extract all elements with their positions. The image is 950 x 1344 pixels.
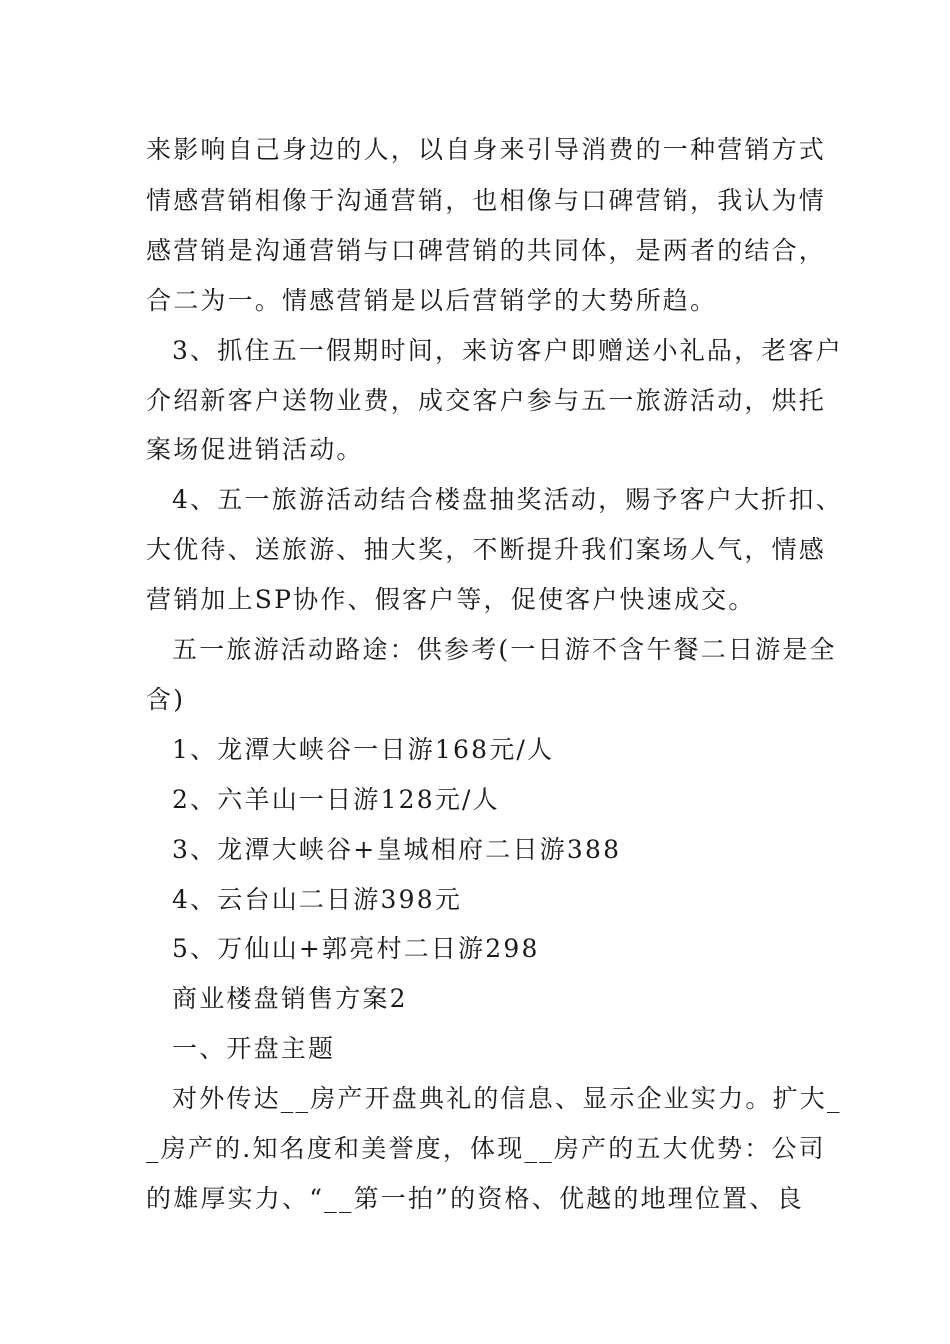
text-line: 来影响自己身边的人，以自身来引导消费的一种营销方式 xyxy=(146,135,827,164)
text-line: 情感营销相像于沟通营销，也相像与口碑营销，我认为情 xyxy=(146,186,827,215)
text-line: 介绍新客户送物业费，成交客户参与五一旅游活动，烘托 xyxy=(146,386,827,415)
section-title: 商业楼盘销售方案2 xyxy=(172,984,408,1013)
text-line: 对外传达__房产开盘典礼的信息、显示企业实力。扩大_ xyxy=(172,1084,842,1113)
list-item: 3、龙潭大峡谷+皇城相府二日游388 xyxy=(172,835,622,864)
list-item: 4、云台山二日游398元 xyxy=(172,885,463,914)
text-line: 营销加上SP协作、假客户等，促使客户快速成交。 xyxy=(146,585,756,614)
text-line: 大优待、送旅游、抽大奖，不断提升我们案场人气，情感 xyxy=(146,535,827,564)
list-item: 5、万仙山+郭亮村二日游298 xyxy=(172,934,540,963)
text-line: 合二为一。情感营销是以后营销学的大势所趋。 xyxy=(146,286,718,315)
text-line: 含) xyxy=(146,685,186,714)
list-item: 2、六羊山一日游128元/人 xyxy=(172,785,500,814)
list-item: 1、龙潭大峡谷一日游168元/人 xyxy=(172,735,555,764)
text-line: 五一旅游活动路途：供参考(一日游不含午餐二日游是全 xyxy=(172,635,837,664)
text-line: 3、抓住五一假期时间，来访客户即赠送小礼品，老客户 xyxy=(172,336,843,365)
text-line: _房产的.知名度和美誉度，体现__房产的五大优势：公司 xyxy=(146,1134,826,1163)
text-line: 4、五一旅游活动结合楼盘抽奖活动，赐予客户大折扣、 xyxy=(172,485,843,514)
section-heading: 一、开盘主题 xyxy=(172,1034,336,1063)
text-line: 案场促进销活动。 xyxy=(146,435,364,464)
text-line: 感营销是沟通营销与口碑营销的共同体，是两者的结合， xyxy=(146,236,827,265)
text-line: 的雄厚实力、“__第一拍”的资格、优越的地理位置、良 xyxy=(146,1184,804,1213)
